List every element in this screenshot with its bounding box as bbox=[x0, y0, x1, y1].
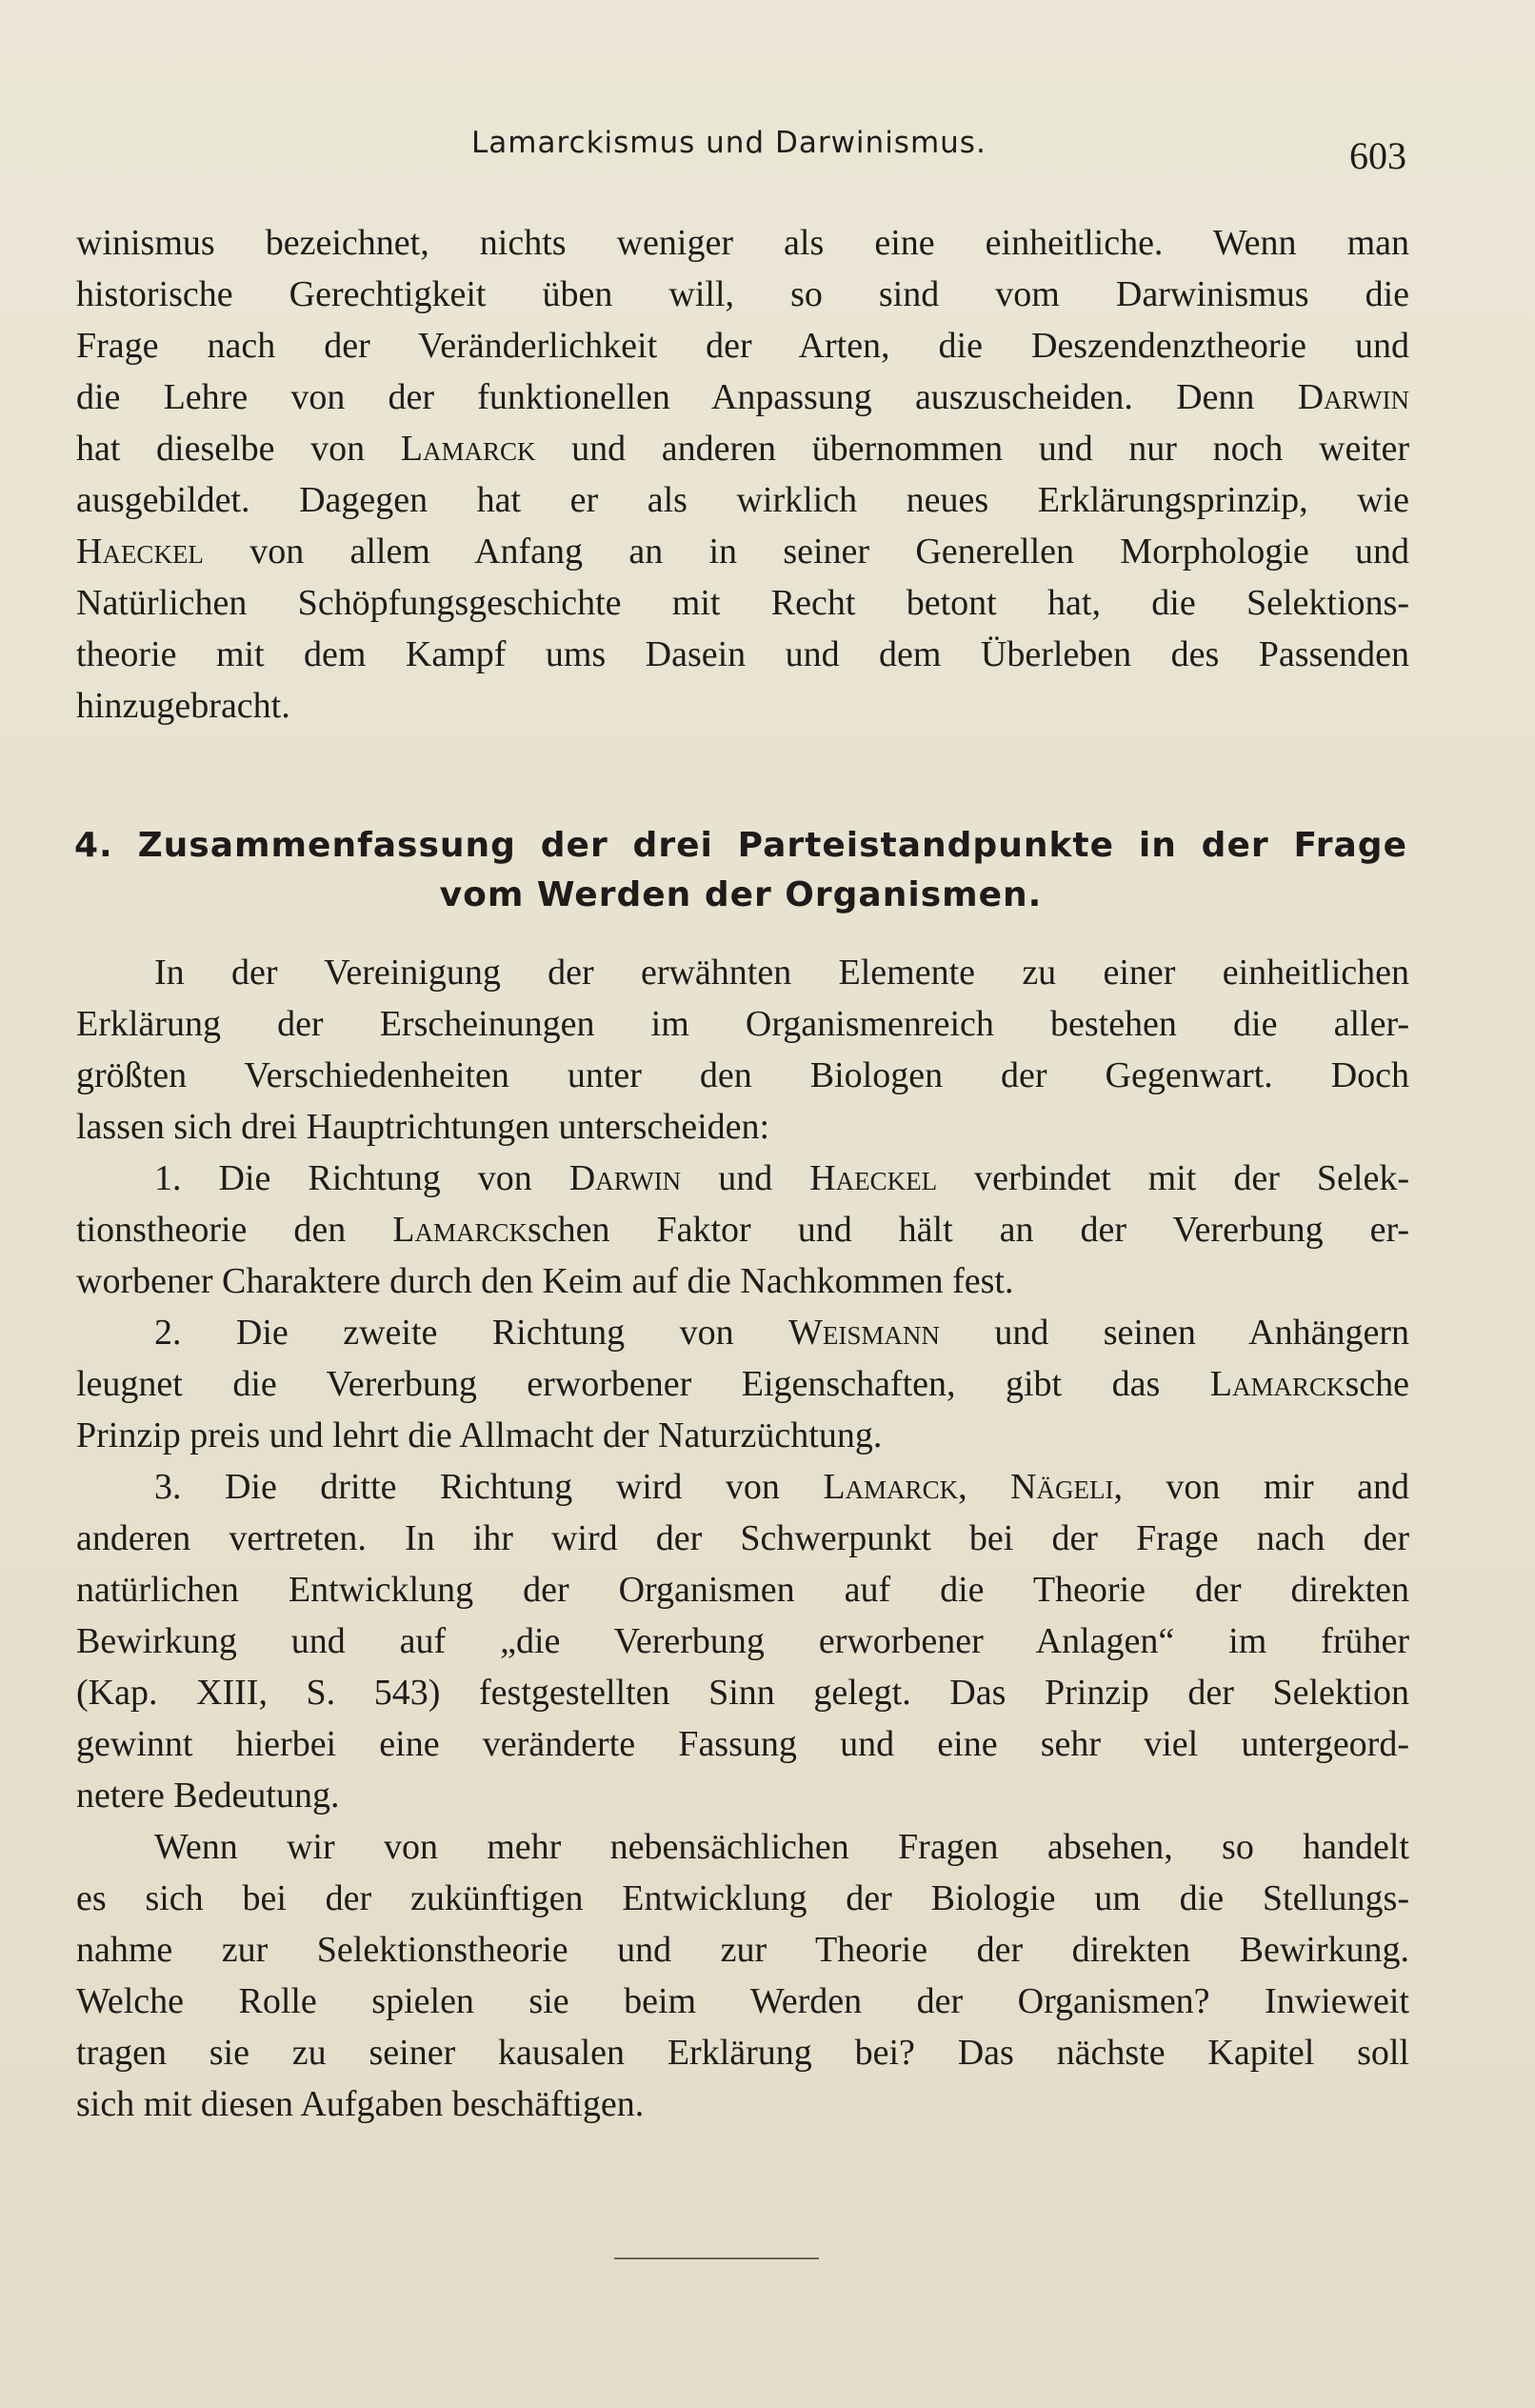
text-line: ausgebildet. Dagegen hat er als wirklich neues Erklärungsprinzip, wie bbox=[76, 480, 1409, 520]
end-rule bbox=[614, 2258, 819, 2259]
text-line bbox=[76, 1153, 1409, 1204]
author-name: Darwin bbox=[568, 1158, 682, 1198]
author-name: Lamarck bbox=[400, 429, 536, 469]
text-span: tionstheorie den bbox=[76, 1210, 393, 1250]
text-line bbox=[76, 423, 1409, 474]
text-line: Bewirkung und auf „die Vererbung erworbener Anlagen“ im früher bbox=[76, 1621, 1409, 1661]
text-span: von allem Anfang an in seiner Generellen Morphologie und bbox=[203, 532, 1409, 572]
text-span: 1. Die Richtung von bbox=[154, 1158, 569, 1198]
text-line: theorie mit dem Kampf ums Dasein und dem Überleben des Passenden bbox=[76, 634, 1409, 674]
page-number: 603 bbox=[1349, 134, 1406, 177]
text-span: und bbox=[681, 1158, 810, 1198]
text-line: natürlichen Entwicklung der Organismen auf die Theorie der direkten bbox=[76, 1570, 1409, 1610]
text-span: schen Faktor und hält an der Vererbung er- bbox=[527, 1210, 1409, 1250]
text-line: Wenn wir von mehr nebensächlichen Fragen absehen, so handelt bbox=[154, 1827, 1409, 1867]
text-line: es sich bei der zukünftigen Entwicklung der Biologie um die Stellungs- bbox=[76, 1878, 1409, 1918]
text-line bbox=[76, 1204, 1409, 1255]
author-name: Haeckel bbox=[76, 532, 204, 572]
text-line: größten Verschiedenheiten unter den Biologen der Gegenwart. Doch bbox=[76, 1055, 1409, 1095]
text-line: (Kap. XIII, S. 543) festgestellten Sinn gelegt. Das Prinzip der Selektion bbox=[76, 1673, 1409, 1713]
section-heading bbox=[74, 821, 1407, 920]
author-name: Weismann bbox=[788, 1313, 940, 1353]
text-line bbox=[76, 1307, 1409, 1358]
text-span: , von mir and bbox=[1113, 1467, 1410, 1507]
text-line bbox=[76, 1461, 1409, 1513]
text-line bbox=[76, 371, 1409, 423]
text-line bbox=[76, 1358, 1409, 1410]
text-line: gewinnt hierbei eine veränderte Fassung und eine sehr viel untergeord- bbox=[76, 1724, 1409, 1764]
author-name: Lamarck bbox=[823, 1467, 959, 1507]
text-span: und anderen übernommen und nur noch weiter bbox=[535, 429, 1409, 469]
author-name: Lamarck bbox=[392, 1210, 528, 1250]
text-line: Prinzip preis und lehrt die Allmacht der Naturzüchtung. bbox=[76, 1415, 883, 1455]
author-name: Darwin bbox=[1297, 377, 1409, 417]
text-line: nahme zur Selektionstheorie und zur Theorie der direkten Bewirkung. bbox=[76, 1930, 1409, 1970]
text-line: Frage nach der Veränderlichkeit der Arten, die Deszendenztheorie und bbox=[76, 326, 1409, 366]
running-title: Lamarckismus und Darwinismus. bbox=[471, 126, 987, 160]
text-line: lassen sich drei Hauptrichtungen unterscheiden: bbox=[76, 1107, 770, 1147]
text-span: sche bbox=[1345, 1364, 1409, 1404]
text-span: 3. Die dritte Richtung wird von bbox=[154, 1467, 824, 1507]
text-span: , bbox=[958, 1467, 1011, 1507]
text-line: worbener Charaktere durch den Keim auf die Nachkommen fest. bbox=[76, 1261, 1014, 1301]
text-line: anderen vertreten. In ihr wird der Schwerpunkt bei der Frage nach der bbox=[76, 1518, 1409, 1558]
text-span: hat dieselbe von bbox=[76, 429, 401, 469]
text-line: In der Vereinigung der erwähnten Elemente zu einer einheitlichen bbox=[154, 953, 1409, 993]
text-line bbox=[76, 526, 1409, 577]
author-name: Lamarck bbox=[1209, 1364, 1346, 1404]
author-name: Nägeli bbox=[1010, 1467, 1114, 1507]
text-span: 2. Die zweite Richtung von bbox=[154, 1313, 789, 1353]
author-name: Haeckel bbox=[809, 1158, 938, 1198]
section-heading-line: vom Werden der Organismen. bbox=[439, 875, 1043, 914]
text-span: die Lehre von der funktionellen Anpassung auszuscheiden. Denn bbox=[76, 377, 1298, 417]
section-heading-line: 4. Zusammenfassung der drei Parteistandpunkte in der Frage bbox=[74, 826, 1407, 865]
text-span: leugnet die Vererbung erworbener Eigenschaften, gibt das bbox=[76, 1364, 1210, 1404]
text-line: tragen sie zu seiner kausalen Erklärung bei? Das nächste Kapitel soll bbox=[76, 2033, 1409, 2073]
paragraph-overview bbox=[76, 947, 1409, 2130]
text-line: hinzugebracht. bbox=[76, 686, 290, 726]
text-line: netere Bedeutung. bbox=[76, 1776, 340, 1816]
text-line: winismus bezeichnet, nichts weniger als eine einheitliche. Wenn man bbox=[76, 223, 1409, 263]
text-line: Welche Rolle spielen sie beim Werden der Organismen? Inwieweit bbox=[76, 1981, 1409, 2021]
text-line: Natürlichen Schöpfungsgeschichte mit Recht betont hat, die Selektions- bbox=[76, 583, 1409, 623]
paragraph-intro bbox=[76, 217, 1409, 732]
text-span: verbindet mit der Selek- bbox=[937, 1158, 1409, 1198]
text-span: und seinen Anhängern bbox=[939, 1313, 1409, 1353]
text-line: historische Gerechtigkeit üben will, so sind vom Darwinismus die bbox=[76, 274, 1409, 314]
text-line: sich mit diesen Aufgaben beschäftigen. bbox=[76, 2084, 645, 2124]
text-line: Erklärung der Erscheinungen im Organismenreich bestehen die aller- bbox=[76, 1004, 1409, 1044]
